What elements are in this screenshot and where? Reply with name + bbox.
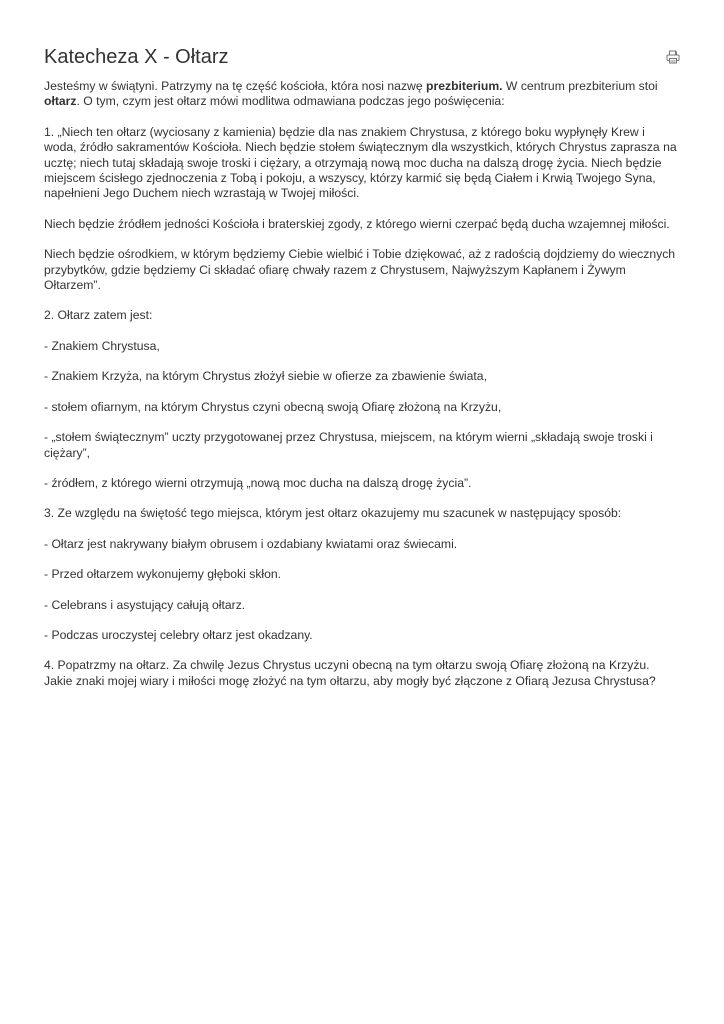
paragraph-13: - Celebrans i asystujący całują ołtarz.	[44, 597, 246, 612]
intro-text-1: Jesteśmy w świątyni. Patrzymy na tę część kościoła, która nosi nazwę	[44, 79, 427, 93]
paragraph-2: Niech będzie źródłem jedności Kościoła i braterskiej zgody, z którego wierni czerpać będą ducha wzajemnej miłości.	[44, 216, 670, 231]
paragraph-12: - Przed ołtarzem wykonujemy głęboki skłon.	[44, 567, 282, 582]
page-title: Katecheza X - Ołtarz	[44, 46, 229, 68]
paragraph-14: - Podczas uroczystej celebry ołtarz jest okadzany.	[44, 627, 313, 642]
paragraph-5: - Znakiem Chrystusa,	[44, 338, 160, 353]
paragraph-7: - stołem ofiarnym, na którym Chrystus czyni obecną swoją Ofiarę złożoną na Krzyżu,	[44, 399, 502, 414]
printer-icon-graphic	[666, 50, 680, 64]
intro-text-3: . O tym, czym jest ołtarz mówi modlitwa odmawiana podczas jego poświęcenia:	[76, 94, 505, 109]
intro-bold-presbytery: prezbiterium.	[426, 79, 503, 93]
paragraph-11: - Ołtarz jest nakrywany białym obrusem i ozdabiany kwiatami oraz świecami.	[44, 536, 458, 551]
paragraph-4: 2. Ołtarz zatem jest:	[44, 308, 153, 323]
paragraph-15: 4. Popatrzmy na ołtarz. Za chwilę Jezus Chrystus uczyni obecną na tym ołtarzu swoją Ofiarę złożoną na Krzyżu. Jakie znaki mojej wiary i miłości mogę złożyć na tym ołtarzu, aby mogły być złączone z Ofiarą Jezusa Chrystusa?	[44, 658, 656, 688]
intro-bold-altar: ołtarz	[44, 94, 77, 109]
paragraph-3: Niech będzie ośrodkiem, w którym będziemy Ciebie wielbić i Tobie dziękować, aż z radością dojdziemy do wiecznych przybytków, gdzie będziemy Ci składać ofiarę chwały razem z Chrystusem, Najwyższym Kapłanem i Żywym Ołtarzem”.	[44, 247, 676, 293]
printer-icon[interactable]	[666, 50, 680, 64]
intro-paragraph	[44, 79, 680, 110]
paragraph-8: - „stołem świątecznym” uczty przygotowanej przez Chrystusa, miejscem, na którym wierni „składają swoje troski i ciężary”,	[44, 430, 653, 460]
document-page	[44, 44, 680, 704]
paragraph-6: - Znakiem Krzyża, na którym Chrystus złożył siebie w ofierze za zbawienie świata,	[44, 369, 487, 384]
paragraph-1: 1. „Niech ten ołtarz (wyciosany z kamienia) będzie dla nas znakiem Chrystusa, z którego boku wypłynęły Krew i woda, źródło sakramentów Kościoła. Niech będzie stołem świątecznym dla wszystkich, których Chrystus zaprasza na ucztę; niech tutaj składają swoje troski i ciężary, a otrzymają nową moc ducha na dalszą drogę życia. Niech będzie miejscem ścisłego zjednoczenia z Tobą i pokoju, a wszyscy, którzy karmić się będą Ciałem i Krwią Twojego Syna, napełnieni Jego Duchem niech wzrastają w Twojej miłości.	[44, 124, 677, 201]
intro-text-2: W centrum prezbiterium stoi	[502, 79, 658, 93]
paragraph-10: 3. Ze względu na świętość tego miejsca, którym jest ołtarz okazujemy mu szacunek w następujący sposób:	[44, 506, 622, 521]
paragraph-9: - źródłem, z którego wierni otrzymują „nową moc ducha na dalszą drogę życia”.	[44, 475, 472, 490]
